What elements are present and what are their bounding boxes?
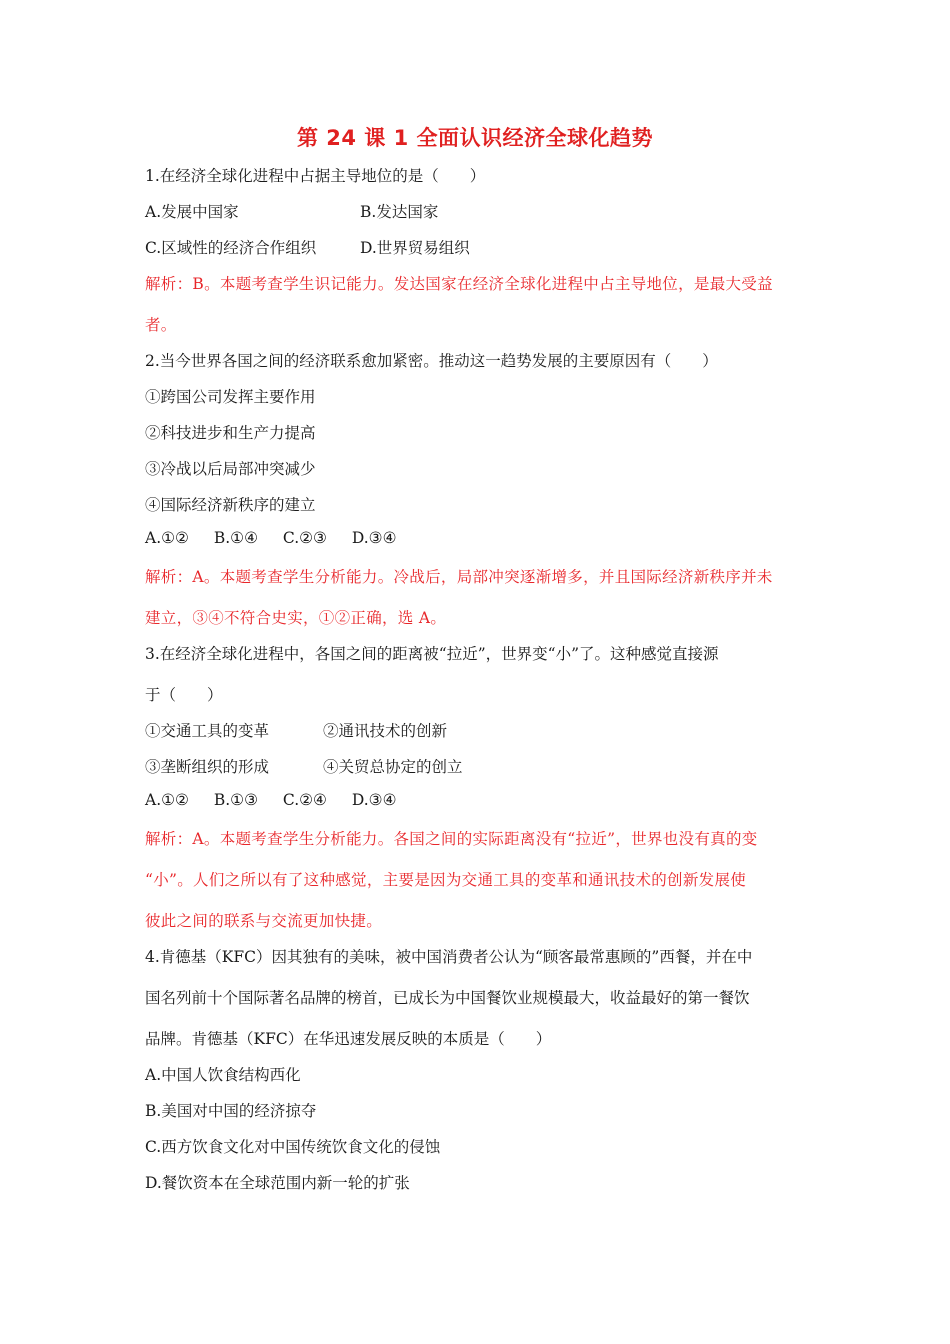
question-1-stem: 1.在经济全球化进程中占据主导地位的是（ ） [145,167,486,185]
choice-a: A.①② [145,529,189,547]
question-2-analysis-line-1: 解析：A。本题考查学生分析能力。冷战后，局部冲突逐渐增多，并且国际经济新秩序并未 [145,568,773,586]
choice-d: D.③④ [351,791,397,809]
question-1-options-row-2 [145,236,470,258]
question-1-analysis-line-1: 解析：B。本题考查学生识记能力。发达国家在经济全球化进程中占主导地位，是最大受益 [145,275,773,293]
question-3-items-row-1 [145,719,448,741]
question-4-stem-line-3: 品牌。肯德基（KFC）在华迅速发展反映的本质是（ ） [145,1030,552,1048]
choice-b: B.①③ [213,791,258,809]
question-2-analysis-line-2: 建立，③④不符合史实，①②正确，选 A。 [145,609,447,627]
question-3-stem-line-2: 于（ ） [145,686,223,704]
question-2-choices [145,529,396,547]
question-2-item-4: ④国际经济新秩序的建立 [145,496,316,514]
question-3-analysis-line-3: 彼此之间的联系与交流更加快捷。 [145,912,383,930]
question-2-item-1: ①跨国公司发挥主要作用 [145,388,316,406]
question-4-option-b: B.美国对中国的经济掠夺 [145,1102,317,1120]
choice-a: A.①② [145,791,189,809]
question-1-analysis-line-2: 者。 [145,316,177,334]
item-1: ①交通工具的变革 [145,722,270,740]
option-a: A.发展中国家 [145,203,239,221]
option-b: B.发达国家 [360,203,439,221]
choice-c: C.②③ [282,529,327,547]
item-3: ③垄断组织的形成 [145,758,270,776]
question-4-stem-line-1: 4.肯德基（KFC）因其独有的美味，被中国消费者公认为“顾客最常惠顾的”西餐，并在中 [145,948,753,966]
page-title: 第 24 课 1 全面认识经济全球化趋势 [296,126,654,150]
question-3-stem-line-1: 3.在经济全球化进程中，各国之间的距离被“拉近”，世界变“小”了。这种感觉直接源 [145,645,719,663]
choice-d: D.③④ [351,529,397,547]
question-4-option-c: C.西方饮食文化对中国传统饮食文化的侵蚀 [145,1138,441,1156]
question-2-item-3: ③冷战以后局部冲突减少 [145,460,316,478]
option-c: C.区域性的经济合作组织 [145,239,317,257]
question-3-analysis-line-2: “小”。人们之所以有了这种感觉，主要是因为交通工具的变革和通讯技术的创新发展使 [145,871,747,889]
option-d: D.世界贸易组织 [360,239,470,257]
choice-b: B.①④ [213,529,258,547]
question-3-items-row-2 [145,755,463,777]
question-4-stem-line-2: 国名列前十个国际著名品牌的榜首，已成长为中国餐饮业规模最大，收益最好的第一餐饮 [145,989,750,1007]
choice-c: C.②④ [282,791,327,809]
question-1-options-row-1 [145,200,439,222]
question-2-item-2: ②科技进步和生产力提高 [145,424,316,442]
item-2: ②通讯技术的创新 [323,722,448,740]
question-2-stem: 2.当今世界各国之间的经济联系愈加紧密。推动这一趋势发展的主要原因有（ ） [145,352,718,370]
question-4-option-a: A.中国人饮食结构西化 [145,1066,301,1084]
question-3-analysis-line-1: 解析：A。本题考查学生分析能力。各国之间的实际距离没有“拉近”，世界也没有真的变 [145,830,758,848]
question-4-option-d: D.餐饮资本在全球范围内新一轮的扩张 [145,1174,410,1192]
item-4: ④关贸总协定的创立 [323,758,463,776]
question-3-choices [145,791,396,809]
